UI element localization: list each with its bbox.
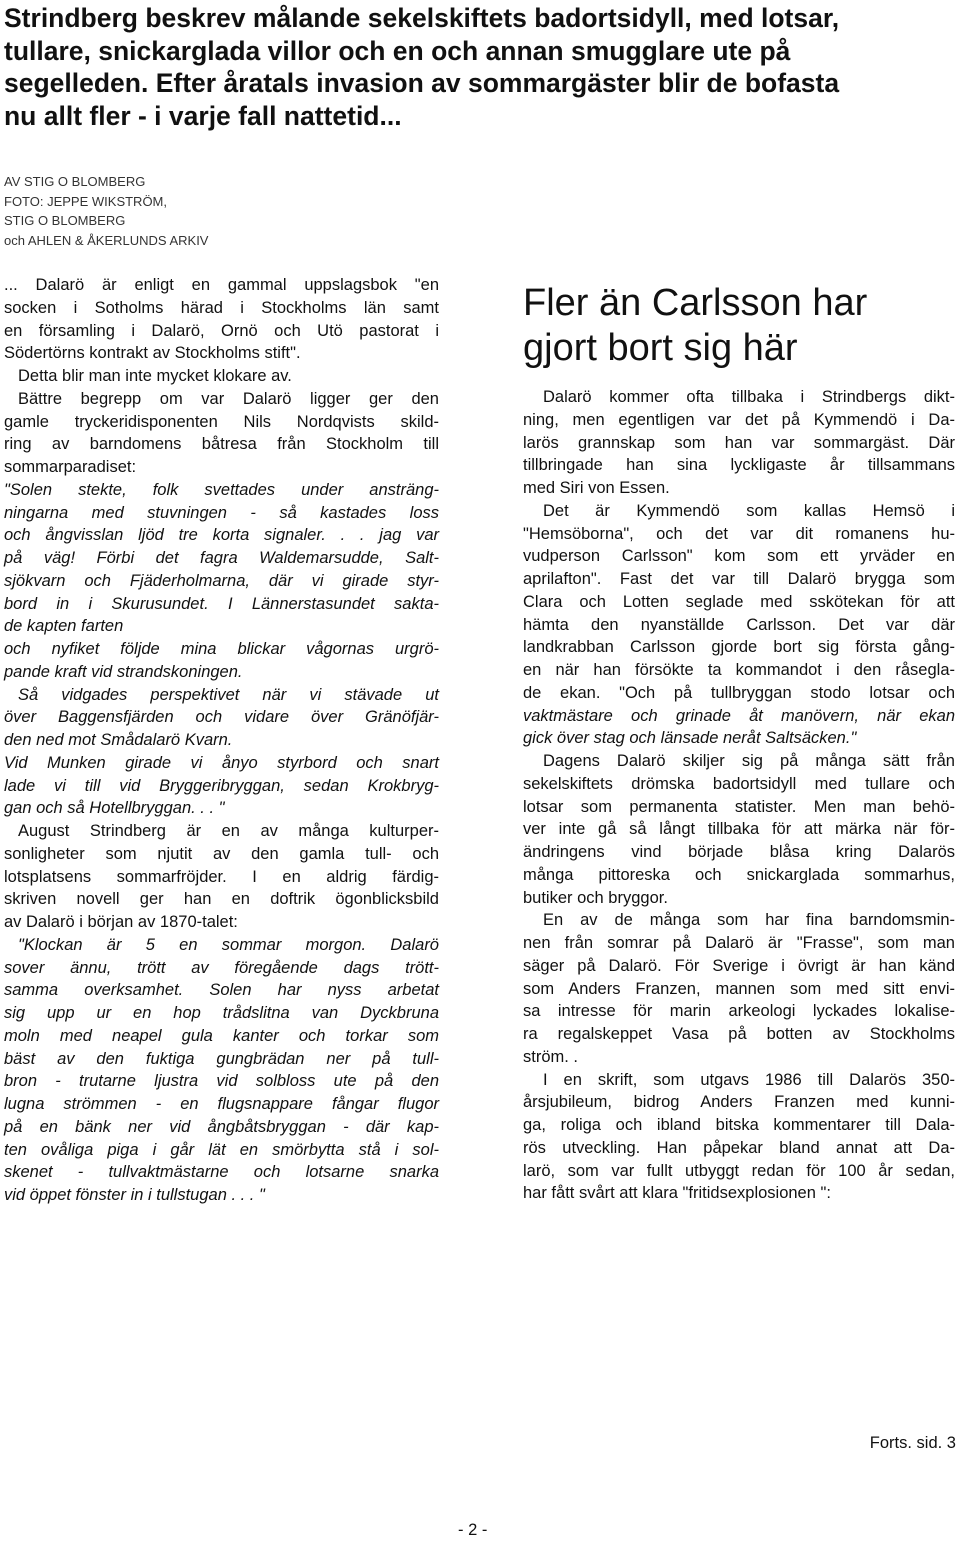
quote-line: på väg! Förbi det fagra Waldemarsudde, Salt- xyxy=(4,549,439,567)
lead-line: Strindberg beskrev målande sekelskiftets badortsidyll, med lotsar, xyxy=(4,3,840,33)
quote-line: bron - trutarne ljustra vid solbloss ute på den xyxy=(4,1072,439,1091)
page-number: - 2 - xyxy=(458,1521,488,1539)
quote-line: vaktmästare och grinade åt manövern, när ekan xyxy=(523,706,955,725)
text-line: Dalarö kommer ofta tillbaka i Strindbergs dikt- xyxy=(543,388,955,406)
quote-line: lugna strömmen - en flugsnappare fångar flugor xyxy=(4,1095,439,1113)
quote-line: moln med neapel gula kanter och torkar som xyxy=(4,1026,439,1045)
text-line: lotsar som permanenta statister. Men man behö- xyxy=(523,797,955,816)
quote-line: samma overksamhet. Solen har nyss arbetat xyxy=(4,981,439,1000)
text-line: lotsplatsens sommarfröjder. I en aldrig färdig- xyxy=(4,867,439,886)
quote-line: "Klockan är 5 en sommar morgon. Dalarö xyxy=(18,935,439,954)
lead-line: tullare, snickarglada villor och en och annan smugglare ute på xyxy=(4,35,791,66)
headline-line: Fler än Carlsson har xyxy=(523,282,868,324)
text-line: larö, som var fullt utbyggt redan för 100 år sedan, xyxy=(523,1161,955,1180)
text-line: ändringens vind började blåsa kring Dalarös xyxy=(523,843,955,861)
text-line: Dagens Dalarö skiljer sig på många sätt från xyxy=(543,752,955,770)
text-line: som Anders Franzen, mannen som med sitt envi- xyxy=(523,979,955,998)
text-line: larös grannskap som han var sommargäst. Där xyxy=(523,433,955,452)
quote-line: över Baggensfjärden och vidare över Gränöfjär- xyxy=(4,708,439,727)
text-line: En av de många som har fina barndomsmin- xyxy=(543,911,955,930)
quote-line: ningarna med stuvningen - så kastades loss xyxy=(4,503,439,522)
quote-line: och nyfiket följde mina blickar vågornas urgrö- xyxy=(4,640,439,658)
quote-line: skenet - tullvaktmästarne och lotsarne snarka xyxy=(4,1163,439,1182)
text-line: hämta den nyanställde Carlsson. Det var där xyxy=(523,615,955,634)
quote-line: de kapten farten xyxy=(4,617,124,636)
quote-line: Vid Munken girade vi ånyo styrbord och snart xyxy=(4,753,439,772)
right-column-body xyxy=(523,386,955,1205)
text-line: sonligheter som njutit av den gamla tull- och xyxy=(4,844,439,863)
quote-line: vid öppet fönster in i tullstugan . . . " xyxy=(4,1186,265,1204)
text-line: en församling i Dalarö, Ornö och Utö pastorat i xyxy=(4,321,439,340)
text-line: ning, men egentligen var det på Kymmendö i Da- xyxy=(523,410,955,429)
text-line: tillbringade han sina lyckligaste år tillsammans xyxy=(523,456,955,475)
text-line: ... Dalarö är enligt en gammal uppslagsbok "en xyxy=(4,276,439,294)
lead-line: segelleden. Efter åratals invasion av sommargäster blir de bofasta xyxy=(4,68,840,98)
quote-line: bord in i Skurusundet. I Lännerstasundet sakta- xyxy=(4,594,439,613)
byline-credits xyxy=(4,172,208,250)
quote-line: sjökvarn och Fjäderholmarna, där vi girade styr- xyxy=(4,571,439,590)
text-line: de ekan. "Och på tullbryggan stodo lotsar och xyxy=(523,683,955,702)
text-line: av Dalarö i början av 1870-talet: xyxy=(4,913,238,931)
text-line: med Siri von Essen. xyxy=(523,479,670,497)
text-line: gamle tryckeridisponenten Nils Nordqvists skild- xyxy=(4,412,439,431)
text-line: I en skrift, som utgavs 1986 till Dalarös 350- xyxy=(543,1070,955,1089)
quote-line: lade vi till vid Bryggeribryggan, sedan Krokbryg- xyxy=(4,776,439,795)
text-line: sa intresse för marin arkeologi lyckades lokalise- xyxy=(523,1002,955,1021)
text-line: landkrabban Carlsson gjorde bort sig första gång- xyxy=(523,638,955,657)
headline-line: gjort bort sig här xyxy=(523,327,798,369)
text-line: Södertörns kontrakt av Stockholms stift". xyxy=(4,344,301,363)
quote-line: "Solen stekte, folk svettades under ansträng- xyxy=(4,480,439,499)
quote-line: pande kraft vid strandskoningen. xyxy=(4,662,243,681)
continued-on-page-note: Forts. sid. 3 xyxy=(869,1434,956,1452)
text-line: Det är Kymmendö som kallas Hemsö i xyxy=(543,501,955,520)
text-line: säger på Dalarö. För Sverige i övrigt är han känd xyxy=(523,956,955,975)
text-line: årsjubileum, bidrog Anders Franzen med kunni- xyxy=(523,1093,955,1112)
quote-line: och ångvisslan ljöd tre korta signaler. . . jag var xyxy=(4,526,439,545)
text-line: sekelskiftets drömska badortsidyll med tullare och xyxy=(523,774,955,793)
text-line: nen från somrar på Dalarö är "Frasse", som man xyxy=(523,934,955,952)
text-line: skriven novell ger han en doftrik ögonblicksbild xyxy=(4,890,439,909)
quote-line: ten ovåliga piga i går lät en smörbytta stå i sol- xyxy=(4,1140,439,1159)
text-line: många pittoreska och snickarglada sommarhus, xyxy=(523,865,955,884)
quote-line: den ned mot Smådalarö Kvarn. xyxy=(4,731,233,749)
text-line: Bättre begrepp om var Dalarö ligger ger den xyxy=(18,389,439,408)
quote-line: sig upp ur en hop trådslitna van Dyckbruna xyxy=(4,1004,439,1022)
lead-paragraph xyxy=(4,2,954,132)
text-line: ring av barndomens båtresa från Stockholm till xyxy=(4,435,439,454)
text-line: "Hemsöborna", och det var dit romanens hu- xyxy=(523,524,955,543)
quote-line: gick över stag och länsade neråt Saltsäcken." xyxy=(523,729,857,748)
quote-line: sover ännu, trött av föregående dags trött- xyxy=(4,958,439,977)
quote-line: Så vidgades perspektivet när vi stävade ut xyxy=(18,685,439,704)
text-line: ga, roliga och ibland bitska kommentarer till Dala- xyxy=(523,1116,955,1134)
text-line: en när han försökte ta kommandot i den råsegla- xyxy=(523,661,955,679)
text-line: vudperson Carlsson" kom som ett yrväder en xyxy=(523,547,955,566)
text-line: rös utveckling. Han påpekar bland annat att Da- xyxy=(523,1138,955,1157)
text-line: Detta blir man inte mycket klokare av. xyxy=(18,367,292,385)
section-headline xyxy=(523,281,867,371)
left-column-body xyxy=(4,274,439,1207)
text-line: socken i Sotholms härad i Stockholms län samt xyxy=(4,298,439,317)
credit-line: FOTO: JEPPE WIKSTRÖM, xyxy=(4,193,167,209)
text-line: har fått svårt att klara "fritidsexplosionen ": xyxy=(523,1184,831,1203)
credit-line: AV STIG O BLOMBERG xyxy=(4,174,146,189)
text-line: sommarparadiset: xyxy=(4,458,137,476)
text-line: August Strindberg är en av många kulturper- xyxy=(18,822,439,840)
text-line: ver inte gå så långt tillbaka för att märka när för- xyxy=(523,820,955,839)
quote-line: på en bänk ner vid ångbåtsbryggan - där kap- xyxy=(4,1117,439,1136)
text-line: Clara och Lotten seglade med sskötekan för att xyxy=(523,592,955,611)
text-line: butiker och bryggor. xyxy=(523,888,668,907)
text-line: aprilafton". Fast det var till Dalarö brygga som xyxy=(523,570,955,588)
credit-line: och AHLEN & ÅKERLUNDS ARKIV xyxy=(4,232,209,248)
credit-line: STIG O BLOMBERG xyxy=(4,213,126,228)
quote-line: bäst av den fuktiga gungbrädan ner på tull- xyxy=(4,1049,439,1068)
text-line: ra regalskeppet Vasa på botten av Stockholms xyxy=(523,1025,955,1043)
text-line: ström. . xyxy=(523,1047,579,1066)
quote-line: gan och så Hotellbryggan. . . " xyxy=(4,799,225,818)
lead-line: nu allt fler - i varje fall nattetid... xyxy=(4,100,402,131)
